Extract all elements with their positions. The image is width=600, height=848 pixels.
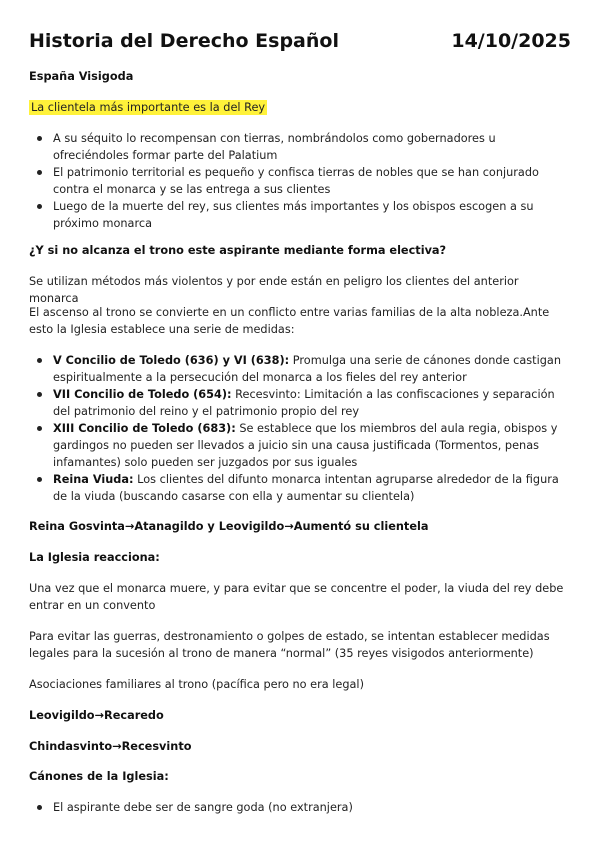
chain-leovigildo bbox=[29, 707, 571, 724]
list-item-term: VII Concilio de Toledo (654): bbox=[53, 388, 232, 401]
highlight-line bbox=[29, 99, 571, 116]
list-item bbox=[29, 352, 571, 386]
iglesia-heading: La Iglesia reacciona: bbox=[29, 551, 160, 564]
right-arrow-icon: → bbox=[124, 520, 135, 533]
chain-gosvinta bbox=[29, 518, 571, 535]
chain-part: Aumentó su clientela bbox=[293, 520, 429, 533]
list-item bbox=[29, 420, 571, 471]
chain-part: Chindasvinto bbox=[29, 740, 113, 753]
document-header bbox=[29, 30, 571, 60]
paragraph: Para evitar las guerras, destronamiento o golpes de estado, se intentan establecer medidas legales para la sucesión al trono de manera “normal” (35 reyes visigodos anteriormente) bbox=[29, 630, 550, 660]
canones-heading: Cánones de la Iglesia: bbox=[29, 770, 169, 783]
question-heading: ¿Y si no alcanza el trono este aspirante mediante forma electiva? bbox=[29, 244, 447, 257]
list-item-term: V Concilio de Toledo (636) y VI (638): bbox=[53, 354, 290, 367]
paragraph: El ascenso al trono se convierte en un conflicto entre varias familias de la alta nobleza.Ante esto la Iglesia establece una serie de medidas: bbox=[29, 306, 550, 336]
list-item-text: Se establece que los miembros del aula regia, obispos y gardingos no pueden ser llevados a juicio sin una causa justificada (Tormentos, penas infamantes) solo pueden ser juzgados por sus iguales bbox=[53, 422, 558, 469]
list-item-term: Reina Viuda: bbox=[53, 473, 134, 486]
right-arrow-icon: → bbox=[112, 740, 122, 753]
list-item: Luego de la muerte del rey, sus clientes más importantes y los obispos escogen a su próximo monarca bbox=[29, 198, 571, 232]
chain-part: Atanagildo y Leovigildo bbox=[134, 520, 285, 533]
document-title: Historia del Derecho Español bbox=[29, 30, 339, 52]
bullet-list-clientela bbox=[29, 130, 571, 232]
chain-part: Recaredo bbox=[104, 709, 164, 722]
chain-part: Leovigildo bbox=[29, 709, 95, 722]
list-item: El patrimonio territorial es pequeño y confisca tierras de nobles que se han conjurado contra el monarca y se las entrega a sus clientes bbox=[29, 164, 571, 198]
list-item: El aspirante debe ser de sangre goda (no extranjera) bbox=[29, 799, 571, 816]
list-item-text: Recesvinto: Limitación a las confiscaciones y separación del patrimonio del reino y el patrimonio propio del rey bbox=[53, 388, 555, 418]
list-item-term: XIII Concilio de Toledo (683): bbox=[53, 422, 236, 435]
document-date: 14/10/2025 bbox=[451, 30, 571, 52]
paragraph: Asociaciones familiares al trono (pacífica pero no era legal) bbox=[29, 678, 364, 691]
list-item-text: Los clientes del difunto monarca intentan agruparse alrededor de la figura de la viuda (buscando casarse con ella y aumentar su clientela) bbox=[53, 473, 559, 503]
section-heading: España Visigoda bbox=[29, 70, 134, 83]
list-item-text: Promulga una serie de cánones donde castigan espiritualmente a la persecución del monarca a los fieles del rey anterior bbox=[53, 354, 561, 384]
right-arrow-icon: → bbox=[94, 709, 105, 722]
right-arrow-icon: → bbox=[284, 520, 294, 533]
paragraph: Una vez que el monarca muere, y para evitar que se concentre el poder, la viuda del rey debe entrar en un convento bbox=[29, 582, 564, 612]
chain-chindasvinto bbox=[29, 738, 571, 755]
bullet-list-concilios bbox=[29, 352, 571, 505]
bullet-list-canones bbox=[29, 799, 571, 816]
list-item bbox=[29, 386, 571, 420]
list-item: A su séquito lo recompensan con tierras, nombrándolos como gobernadores u ofreciéndoles formar parte del Palatium bbox=[29, 130, 571, 164]
list-item bbox=[29, 471, 571, 505]
paragraph: Se utilizan métodos más violentos y por ende están en peligro los clientes del anterior monarca bbox=[29, 275, 519, 305]
highlighted-text: La clientela más importante es la del Rey bbox=[31, 101, 266, 114]
chain-part: Recesvinto bbox=[121, 740, 192, 753]
chain-part: Reina Gosvinta bbox=[29, 520, 125, 533]
